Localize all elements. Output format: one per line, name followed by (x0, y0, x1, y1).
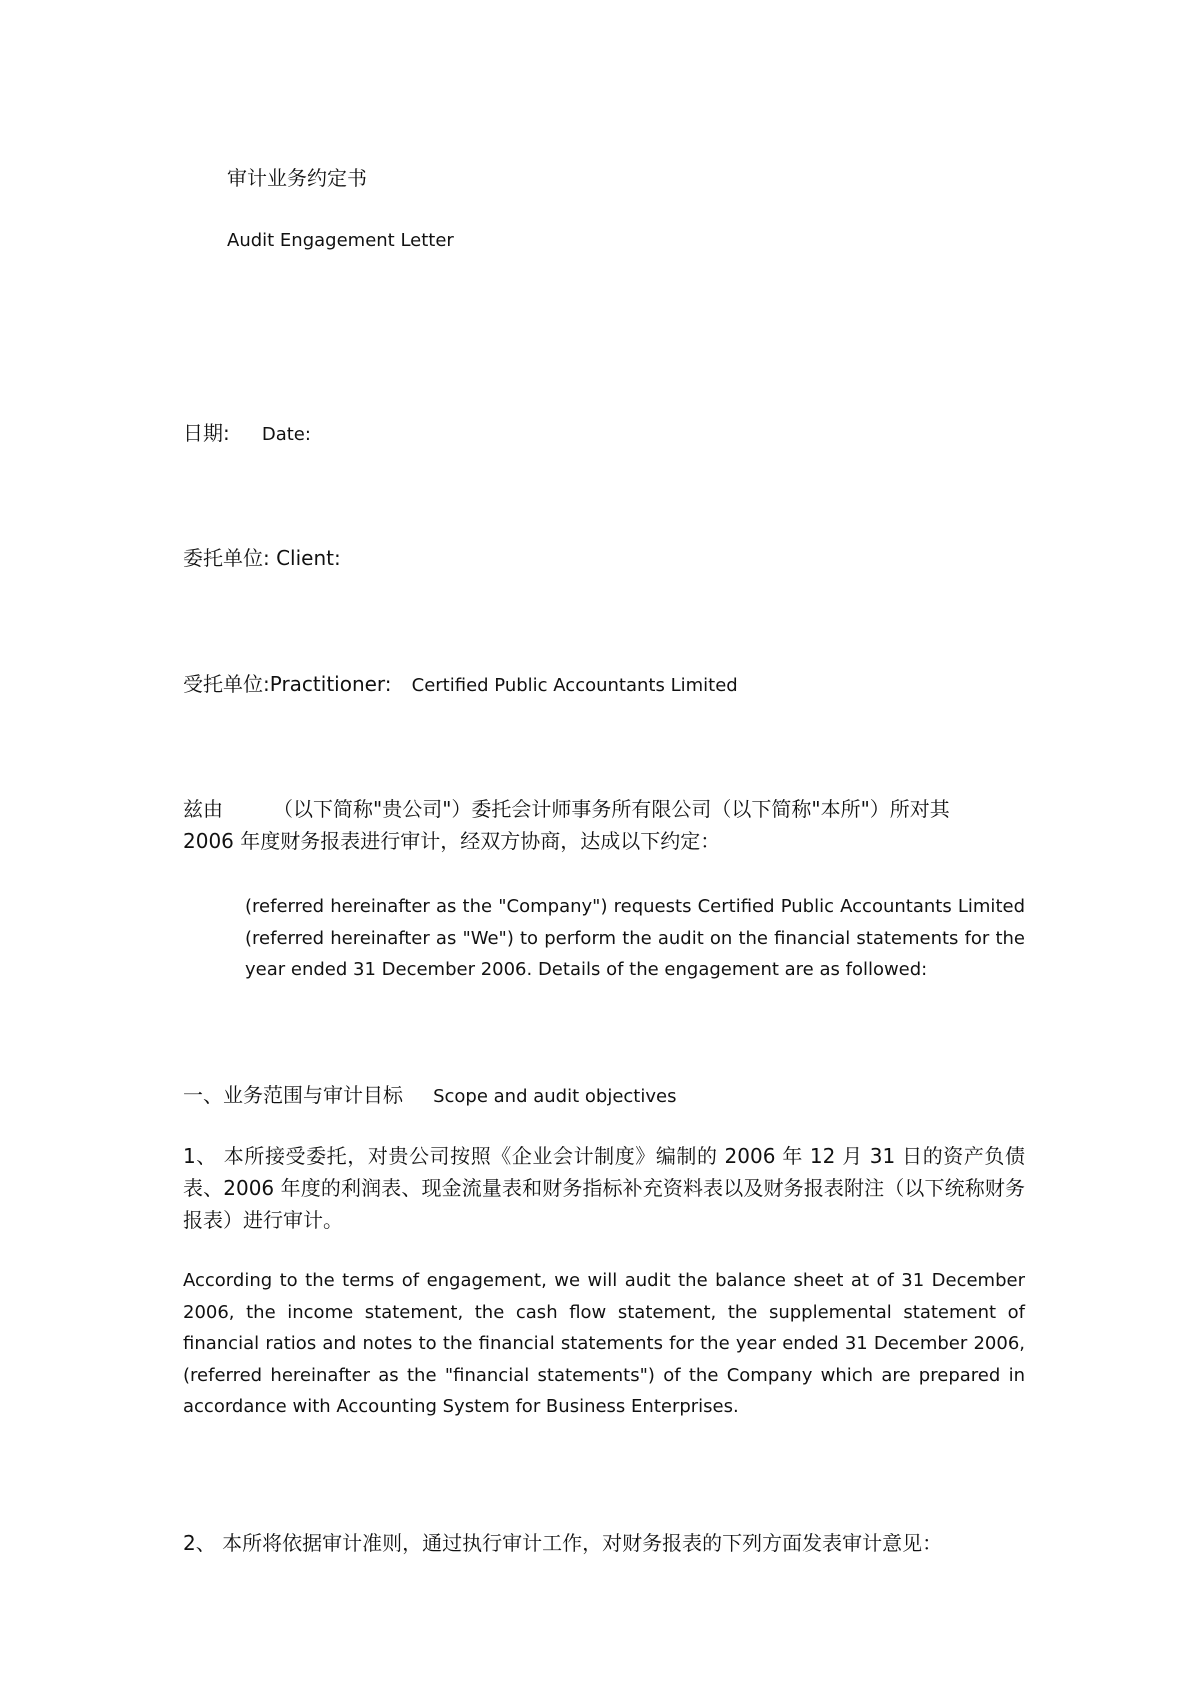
date-row (183, 421, 311, 447)
section-1-heading-zh: 一、业务范围与审计目标 (183, 1083, 403, 1107)
section-1-heading-en: Scope and audit objectives (433, 1086, 677, 1107)
date-label-zh: 日期: (183, 421, 230, 445)
intro-zh-line-2: 2006 年度财务报表进行审计，经双方协商，达成以下约定： (183, 829, 721, 853)
item-1-zh: 1、 本所接受委托，对贵公司按照《企业会计制度》编制的 2006 年 12 月 31 日的资产负债表、2006 年度的利润表、现金流量表和财务指标补充资料表以及财务报表附注（以下统称财务报表）进行审计。 (183, 1144, 1025, 1232)
section-1-heading (183, 1083, 676, 1109)
practitioner-row (183, 672, 738, 698)
date-label-en: Date: (261, 424, 311, 445)
item-2-zh: 2、 本所将依据审计准则，通过执行审计工作，对财务报表的下列方面发表审计意见： (183, 1531, 943, 1555)
practitioner-name: Certified Public Accountants Limited (411, 675, 738, 696)
practitioner-label: 受托单位:Practitioner: (183, 672, 392, 696)
intro-en-paragraph: (referred hereinafter as the "Company") requests Certified Public Accountants Limited (referred hereinafter as "We") to perform the audit on the financial statements for the year ended 31 December 2006. Details of the engagement are as followed: (245, 896, 1025, 980)
document-title-zh: 审计业务约定书 (227, 166, 367, 190)
client-label: 委托单位: Client: (183, 546, 341, 570)
item-1-en: According to the terms of engagement, we will audit the balance sheet at of 31 December 2006, the income statement, the cash flow statement, the supplemental statement of financial ratios and notes to the financial statements for the year ended 31 December 2006, (referred hereinafter as the "financial statements") of the Company which are prepared in accordance with Accounting System for Business Enterprises. (183, 1270, 1025, 1417)
intro-zh-line-1: 兹由 （以下简称"贵公司"）委托会计师事务所有限公司（以下简称"本所"）所对其 (183, 797, 950, 821)
document-title-en: Audit Engagement Letter (227, 230, 454, 251)
